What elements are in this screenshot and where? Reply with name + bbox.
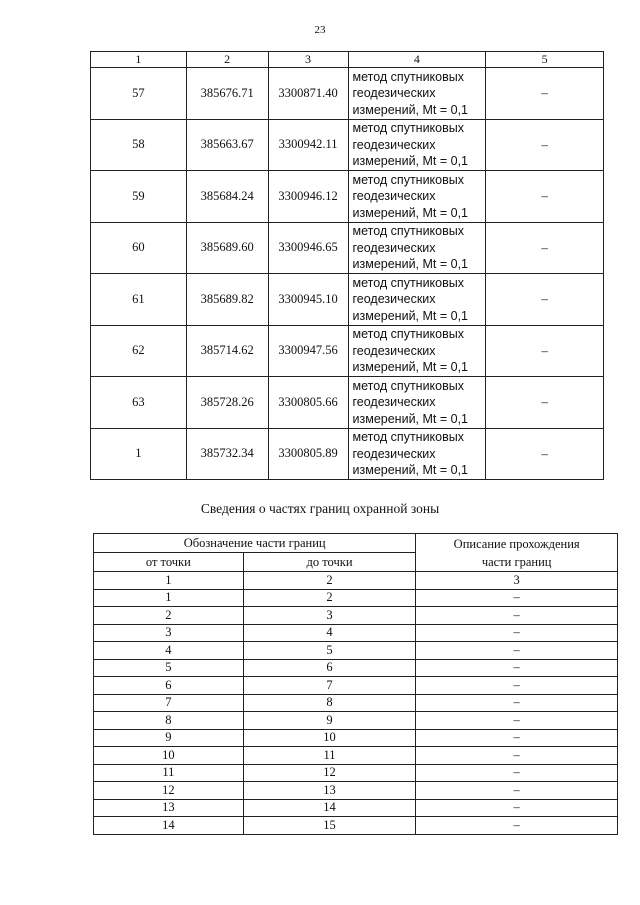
coordinate-row [91,171,604,223]
column-number-2: 2 [186,52,268,68]
column-number-5: 5 [486,52,604,68]
note-cell: – [486,171,604,223]
method-line: измерений, Mt = 0,1 [352,360,469,374]
boundary-part-row [94,764,618,782]
from-point: 3 [94,624,244,642]
coordinate-x: 385732.34 [186,428,268,480]
to-point: 9 [243,712,416,730]
from-point: 10 [94,747,244,765]
coordinates-table [90,51,604,480]
page-number: 23 [314,24,326,36]
method-line: геодезических [352,395,436,409]
method-line: измерений, Mt = 0,1 [352,257,469,271]
to-point: 6 [243,659,416,677]
point-number: 62 [91,325,187,377]
note-cell: – [486,377,604,429]
boundary-part-row [94,659,618,677]
from-point: 13 [94,799,244,817]
column-number-3: 3 [268,52,348,68]
from-point: 12 [94,782,244,800]
coordinate-y: 3300946.12 [268,171,348,223]
method-line: метод спутниковых [352,172,464,187]
boundary-part-row [94,712,618,730]
boundary-part-row [94,782,618,800]
boundary-part-row [94,642,618,660]
method-line: метод спутниковых [352,275,464,290]
description-cell: – [416,747,618,765]
coordinate-row [91,377,604,429]
description-cell: – [416,782,618,800]
description-cell: – [416,799,618,817]
point-number: 63 [91,377,187,429]
from-point-header: от точки [94,553,244,572]
note-cell: – [486,428,604,480]
point-number: 61 [91,274,187,326]
method-line: метод спутниковых [352,430,464,444]
section-title: Сведения о частях границ охранной зоны [200,501,440,516]
to-point: 5 [243,642,416,660]
method-line: геодезических [352,343,436,358]
description-cell: – [416,659,618,677]
boundary-part-row [94,694,618,712]
boundary-parts-table [93,533,618,835]
column-number-1: 1 [91,52,187,68]
coordinate-row [91,274,604,326]
method-cell [348,68,486,120]
numbering-cell: 1 [94,572,244,590]
method-cell [348,325,486,377]
description-header-line-2: части границ [481,554,552,569]
coordinate-y: 3300871.40 [268,68,348,120]
boundary-part-row [94,677,618,695]
coordinate-row [91,119,604,171]
description-header [416,534,618,572]
numbering-cell: 3 [416,572,618,590]
point-number: 59 [91,171,187,223]
from-point: 14 [94,817,244,835]
method-line: метод спутниковых [352,224,464,238]
method-cell [348,171,486,223]
point-number: 58 [91,119,187,171]
point-number: 57 [91,68,187,120]
point-number: 1 [91,428,187,480]
note-cell: – [486,274,604,326]
boundary-part-row [94,607,618,625]
method-line: геодезических [352,292,436,306]
boundary-part-row [94,589,618,607]
method-line: метод спутниковых [352,69,464,84]
column-number-4: 4 [348,52,486,68]
numbering-cell: 2 [243,572,416,590]
method-line: измерений, Mt = 0,1 [352,102,469,117]
boundary-part-row [94,729,618,747]
method-line: геодезических [352,86,436,100]
to-point: 8 [243,694,416,712]
note-cell: – [486,222,604,274]
method-line: геодезических [352,189,436,203]
method-cell [348,377,486,429]
method-line: геодезических [352,137,436,152]
boundary-part-row [94,799,618,817]
coordinates-header-row [91,52,604,68]
to-point: 14 [243,799,416,817]
coordinate-y: 3300945.10 [268,274,348,326]
coordinate-row [91,325,604,377]
parts-numbering-row [94,572,618,590]
description-cell: – [416,607,618,625]
description-cell: – [416,677,618,695]
description-cell: – [416,624,618,642]
part-designation-header: Обозначение части границ [94,534,416,553]
coordinate-x: 385676.71 [186,68,268,120]
method-line: метод спутниковых [352,121,464,135]
coordinate-x: 385728.26 [186,377,268,429]
description-cell: – [416,817,618,835]
to-point: 15 [243,817,416,835]
from-point: 5 [94,659,244,677]
description-cell: – [416,694,618,712]
from-point: 9 [94,729,244,747]
coordinate-row [91,68,604,120]
coordinate-row [91,222,604,274]
from-point: 2 [94,607,244,625]
from-point: 6 [94,677,244,695]
method-cell [348,274,486,326]
boundary-part-row [94,624,618,642]
note-cell: – [486,325,604,377]
coordinate-x: 385684.24 [186,171,268,223]
method-cell [348,428,486,480]
boundary-part-row [94,747,618,765]
method-line: геодезических [352,446,436,461]
to-point: 13 [243,782,416,800]
method-line: измерений, Mt = 0,1 [352,411,469,426]
to-point: 3 [243,607,416,625]
coordinate-y: 3300805.66 [268,377,348,429]
to-point: 12 [243,764,416,782]
method-line: метод спутниковых [352,327,464,341]
note-cell: – [486,119,604,171]
coordinate-x: 385663.67 [186,119,268,171]
method-line: измерений, Mt = 0,1 [352,463,469,477]
description-cell: – [416,764,618,782]
coordinate-y: 3300947.56 [268,325,348,377]
from-point: 8 [94,712,244,730]
to-point: 4 [243,624,416,642]
coordinate-x: 385689.82 [186,274,268,326]
method-line: геодезических [352,240,436,255]
description-cell: – [416,712,618,730]
method-line: измерений, Mt = 0,1 [352,154,469,168]
coordinate-y: 3300946.65 [268,222,348,274]
coordinate-x: 385714.62 [186,325,268,377]
parts-header-row [94,534,618,553]
from-point: 4 [94,642,244,660]
method-cell [348,222,486,274]
coordinate-y: 3300942.11 [268,119,348,171]
description-cell: – [416,729,618,747]
to-point: 11 [243,747,416,765]
note-cell: – [486,68,604,120]
from-point: 11 [94,764,244,782]
from-point: 1 [94,589,244,607]
description-cell: – [416,589,618,607]
method-line: измерений, Mt = 0,1 [352,205,469,220]
coordinate-row [91,428,604,480]
from-point: 7 [94,694,244,712]
description-header-line-1: Описание прохождения [453,536,580,551]
to-point-header: до точки [243,553,416,572]
method-cell [348,119,486,171]
to-point: 7 [243,677,416,695]
to-point: 2 [243,589,416,607]
boundary-part-row [94,817,618,835]
method-line: метод спутниковых [352,378,464,393]
coordinate-y: 3300805.89 [268,428,348,480]
to-point: 10 [243,729,416,747]
description-cell: – [416,642,618,660]
coordinate-x: 385689.60 [186,222,268,274]
method-line: измерений, Mt = 0,1 [352,308,469,323]
point-number: 60 [91,222,187,274]
